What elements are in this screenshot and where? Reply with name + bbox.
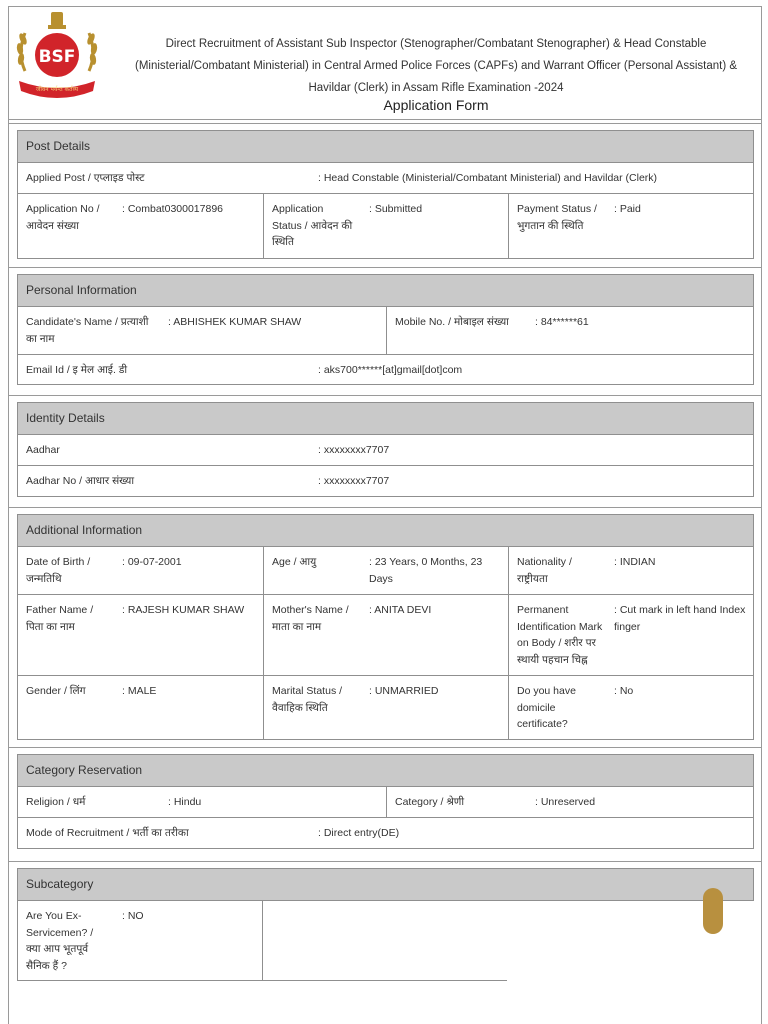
payment-status-label: Payment Status / भुगतान की स्थिति bbox=[517, 203, 597, 232]
nationality-value: : INDIAN bbox=[614, 556, 656, 568]
applied-post-label: Applied Post / एप्लाइड पोस्ट bbox=[26, 172, 145, 184]
post-details-section bbox=[9, 123, 761, 265]
application-no-value: : Combat0300017896 bbox=[122, 203, 223, 215]
exam-title-line-3: Havildar (Clerk) in Assam Rifle Examination -2024 bbox=[308, 82, 564, 94]
identity-heading: Identity Details bbox=[17, 402, 754, 435]
mother-name-value: : ANITA DEVI bbox=[369, 604, 432, 616]
application-status-row bbox=[17, 194, 754, 259]
bsf-logo bbox=[11, 9, 103, 101]
father-name-label: Father Name / पिता का नाम bbox=[26, 604, 94, 633]
mode-row bbox=[17, 818, 754, 849]
aadhar-label: Aadhar bbox=[26, 444, 60, 456]
dob-value: : 09-07-2001 bbox=[122, 556, 182, 568]
application-form-page bbox=[8, 6, 762, 1024]
mother-name-label: Mother's Name / माता का नाम bbox=[272, 604, 349, 633]
domicile-label: Do you have domicile certificate? bbox=[517, 685, 576, 730]
additional-info-section bbox=[9, 507, 761, 747]
aadhar-no-value: : xxxxxxxx7707 bbox=[318, 475, 390, 487]
religion-category-row bbox=[17, 787, 754, 818]
ex-servicemen-row bbox=[17, 901, 262, 981]
personal-info-heading: Personal Information bbox=[17, 274, 754, 307]
dob-label: Date of Birth / जन्मतिथि bbox=[26, 556, 91, 585]
subcategory-heading: Subcategory bbox=[17, 868, 754, 901]
aadhar-no-row bbox=[17, 466, 754, 497]
exam-title-line-1: Direct Recruitment of Assistant Sub Inspector (Stenographer/Combatant Stenographer) & Head Constable bbox=[165, 38, 707, 50]
nationality-label: Nationality / राष्ट्रीयता bbox=[517, 556, 572, 585]
domicile-value: : No bbox=[614, 685, 634, 697]
gender-row bbox=[17, 676, 754, 740]
exam-title bbox=[121, 33, 751, 99]
gender-label: Gender / लिंग bbox=[26, 685, 86, 697]
email-row bbox=[17, 355, 754, 385]
additional-info-heading: Additional Information bbox=[17, 514, 754, 547]
candidate-name-value: : ABHISHEK KUMAR SHAW bbox=[168, 316, 302, 328]
category-heading: Category Reservation bbox=[17, 754, 754, 787]
subcategory-section bbox=[9, 861, 761, 1024]
bsf-motto: जीवन पर्यन्त कर्तव्य bbox=[35, 86, 79, 93]
mode-label: Mode of Recruitment / भर्ती का तरीका bbox=[26, 827, 189, 839]
form-header bbox=[9, 7, 761, 120]
parents-row bbox=[17, 595, 754, 676]
candidate-name-label: Candidate's Name / प्रत्याशी का नाम bbox=[26, 316, 149, 345]
application-status-value: : Submitted bbox=[369, 203, 423, 215]
ex-servicemen-value: : NO bbox=[122, 910, 144, 922]
payment-status-value: : Paid bbox=[614, 203, 641, 215]
aadhar-value: : xxxxxxxx7707 bbox=[318, 444, 390, 456]
gender-value: : MALE bbox=[122, 685, 157, 697]
marital-status-label: Marital Status / वैवाहिक स्थिति bbox=[272, 685, 343, 714]
mode-value: : Direct entry(DE) bbox=[318, 827, 400, 839]
personal-info-section bbox=[9, 267, 761, 393]
application-no-label: Application No / आवेदन संख्या bbox=[26, 203, 100, 232]
bsf-logo-text: BSF bbox=[38, 47, 76, 67]
applied-post-row bbox=[17, 163, 754, 194]
identity-section bbox=[9, 395, 761, 505]
form-title: Application Form bbox=[383, 97, 489, 113]
mobile-value: : 84******61 bbox=[535, 316, 589, 328]
subcategory-bottom-line bbox=[262, 980, 507, 981]
identification-mark-value: : Cut mark in left hand Index finger bbox=[614, 604, 746, 633]
scrollbar-thumb[interactable] bbox=[703, 888, 723, 934]
age-value: : 23 Years, 0 Months, 23 Days bbox=[369, 556, 483, 585]
subcategory-divider bbox=[262, 901, 263, 981]
name-mobile-row bbox=[17, 307, 754, 355]
aadhar-row bbox=[17, 435, 754, 466]
post-details-heading: Post Details bbox=[17, 130, 754, 163]
dob-row bbox=[17, 547, 754, 595]
aadhar-no-label: Aadhar No / आधार संख्या bbox=[26, 475, 135, 487]
exam-title-line-2: (Ministerial/Combatant Ministerial) in Central Armed Police Forces (CAPFs) and Warrant Officer (Personal Assistant) & bbox=[134, 60, 738, 72]
applied-post-value: : Head Constable (Ministerial/Combatant Ministerial) and Havildar (Clerk) bbox=[318, 172, 658, 184]
mobile-label: Mobile No. / मोबाइल संख्या bbox=[395, 316, 509, 328]
email-value: : aks700******[at]gmail[dot]com bbox=[318, 364, 463, 376]
email-label: Email Id / इ मेल आई. डी bbox=[26, 364, 128, 376]
identification-mark-label: Permanent Identification Mark on Body / शरीर पर स्थायी पहचान चिह्न bbox=[517, 604, 603, 666]
category-section bbox=[9, 747, 761, 861]
category-label: Category / श्रेणी bbox=[395, 796, 465, 808]
father-name-value: : RAJESH KUMAR SHAW bbox=[122, 604, 245, 616]
application-status-label: Application Status / आवेदन की स्थिति bbox=[272, 203, 353, 248]
age-label: Age / आयु bbox=[272, 556, 317, 568]
religion-value: : Hindu bbox=[168, 796, 202, 808]
marital-status-value: : UNMARRIED bbox=[369, 685, 439, 697]
category-value: : Unreserved bbox=[535, 796, 596, 808]
ex-servicemen-label: Are You Ex- Servicemen? / क्या आप भूतपूर्व सैनिक हैं ? bbox=[26, 910, 94, 972]
religion-label: Religion / धर्म bbox=[26, 796, 86, 808]
